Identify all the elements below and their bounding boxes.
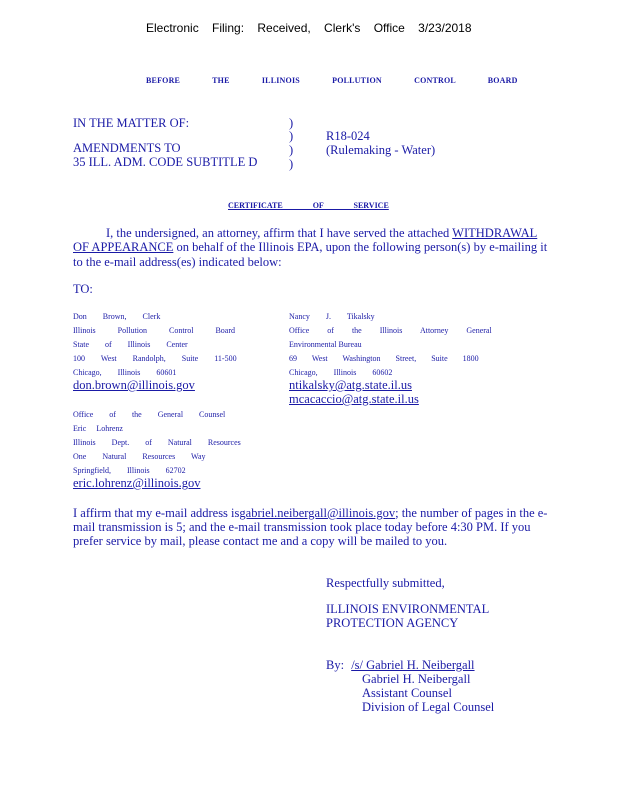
recipient-lohrenz-dept: Illinois Dept. of Natural Resources <box>73 438 241 447</box>
agency-line-1: ILLINOIS ENVIRONMENTAL <box>326 602 490 616</box>
intro-line-2 <box>73 240 547 255</box>
agency-line-2: PROTECTION AGENCY <box>326 616 459 630</box>
recipient-brown-city: Chicago, Illinois 60601 <box>73 368 177 377</box>
email-gabriel[interactable]: gabriel.neibergall@illinois.gov <box>239 506 396 520</box>
intro-line-1 <box>106 226 537 241</box>
matter-line: IN THE MATTER OF: <box>73 116 190 130</box>
email-eric-lohrenz[interactable]: eric.lohrenz@illinois.gov <box>73 476 201 490</box>
recipient-brown-org: Illinois Pollution Control Board <box>73 326 236 335</box>
signature-line <box>326 658 503 673</box>
email-mcacaccio[interactable]: mcacaccio@atg.state.il.us <box>289 392 419 406</box>
recipient-tikalsky-bureau: Environmental Bureau <box>289 340 362 349</box>
intro-line-3: to the e-mail address(es) indicated below: <box>73 255 282 269</box>
recipient-brown-name: Don Brown, Clerk <box>73 312 161 321</box>
certificate-title: CERTIFICATE OF SERVICE <box>228 201 389 210</box>
signer-name: Gabriel H. Neibergall <box>362 672 471 686</box>
appearance-link[interactable]: OF APPEARANCE <box>73 240 174 254</box>
board-title: BEFORE THE ILLINOIS POLLUTION CONTROL BOARD <box>146 76 518 85</box>
paren-4: ) <box>289 157 294 171</box>
recipient-tikalsky-street: 69 West Washington Street, Suite 1800 <box>289 354 479 363</box>
intro-line-1-text: I, the undersigned, an attorney, affirm that I have served the attached <box>106 226 450 240</box>
recipient-tikalsky-city: Chicago, Illinois 60602 <box>289 368 393 377</box>
by-label: By: <box>326 658 345 672</box>
affirm-line-1-text: I affirm that my e-mail address is <box>73 506 240 520</box>
recipient-lohrenz-name: Eric Lohrenz <box>73 424 123 433</box>
recipient-brown-center: State of Illinois Center <box>73 340 188 349</box>
paren-2: ) <box>289 129 294 143</box>
withdrawal-link[interactable]: WITHDRAWAL <box>452 226 538 240</box>
affirm-line-1-tail: ; the number of pages in the e- <box>395 506 548 520</box>
recipient-tikalsky-org: Office of the Illinois Attorney General <box>289 326 492 335</box>
amend-line-2: 35 ILL. ADM. CODE SUBTITLE D <box>73 155 258 169</box>
signer-division: Division of Legal Counsel <box>362 700 495 714</box>
rulemaking-label: (Rulemaking - Water) <box>326 143 436 157</box>
paren-1: ) <box>289 116 294 130</box>
intro-line-2-text: on behalf of the Illinois EPA, upon the following person(s) by e-mailing it <box>176 240 548 254</box>
affirm-line-1 <box>73 506 547 521</box>
signer-title: Assistant Counsel <box>362 686 452 700</box>
docket-number: R18-024 <box>326 129 370 143</box>
respectfully-submitted: Respectfully submitted, <box>326 576 445 590</box>
affirm-line-2: mail transmission is 5; and the e-mail transmission took place today before 4:30 PM. If you <box>73 520 531 534</box>
email-don-brown[interactable]: don.brown@illinois.gov <box>73 378 195 392</box>
affirm-line-3: prefer service by mail, please contact me and a copy will be mailed to you. <box>73 534 448 548</box>
email-ntikalsky[interactable]: ntikalsky@atg.state.il.us <box>289 378 412 392</box>
recipient-counsel-office: Office of the General Counsel <box>73 410 226 419</box>
recipient-brown-street: 100 West Randolph, Suite 11-500 <box>73 354 237 363</box>
paren-3: ) <box>289 143 294 157</box>
electronic-signature: /s/ Gabriel H. Neibergall <box>351 658 475 672</box>
filing-header: Electronic Filing: Received, Clerk's Office 3/23/2018 <box>146 21 472 35</box>
to-label: TO: <box>73 282 93 296</box>
recipient-lohrenz-city: Springfield, Illinois 62702 <box>73 466 186 475</box>
amend-line-1: AMENDMENTS TO <box>73 141 181 155</box>
recipient-tikalsky-name: Nancy J. Tikalsky <box>289 312 375 321</box>
recipient-lohrenz-street: One Natural Resources Way <box>73 452 206 461</box>
